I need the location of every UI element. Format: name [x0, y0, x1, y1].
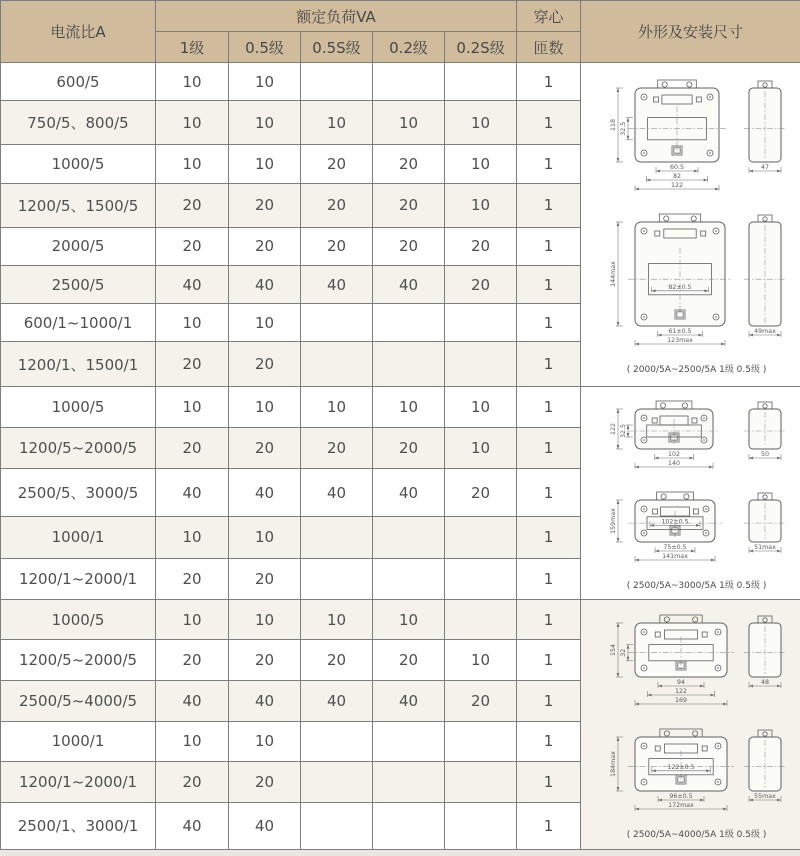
burden-value-cell: 10: [229, 145, 301, 183]
current-ratio-cell: 600/5: [1, 63, 156, 101]
burden-value-cell: 20: [445, 469, 517, 517]
burden-value-cell: 10: [156, 145, 229, 183]
burden-value-cell: 20: [373, 640, 445, 681]
burden-value-cell: 40: [229, 266, 301, 304]
burden-value-cell: 20: [229, 558, 301, 599]
header-core-through: 穿心: [517, 1, 581, 32]
burden-value-cell: 10: [229, 386, 301, 427]
svg-text:140: 140: [667, 460, 680, 468]
svg-text:50: 50: [760, 451, 769, 459]
current-ratio-cell: 1200/5~2000/5: [1, 640, 156, 681]
burden-value-cell: 10: [156, 599, 229, 640]
header-current-ratio: 电流比A: [1, 1, 156, 63]
turns-cell: 1: [517, 266, 581, 304]
header-class-0-2: 0.2级: [373, 32, 445, 63]
svg-text:118: 118: [609, 119, 617, 132]
svg-text:144max: 144max: [609, 261, 617, 288]
burden-value-cell: 10: [373, 101, 445, 145]
burden-value-cell: 20: [156, 227, 229, 265]
burden-value-cell: 40: [156, 681, 229, 722]
burden-value-cell: 10: [445, 640, 517, 681]
burden-value-cell: 10: [229, 63, 301, 101]
burden-value-cell: 10: [301, 599, 373, 640]
table-row: [1, 599, 800, 640]
current-ratio-cell: 1000/1: [1, 517, 156, 558]
turns-cell: 1: [517, 428, 581, 469]
burden-value-cell: 20: [301, 640, 373, 681]
ct-outline-drawing: [585, 394, 797, 482]
diagram-group: [581, 389, 800, 597]
burden-value-cell: 20: [301, 183, 373, 227]
burden-value-cell: 10: [156, 101, 229, 145]
burden-value-cell: 20: [229, 183, 301, 227]
svg-text:184max: 184max: [609, 751, 617, 778]
diagram-caption: ( 2500/5A~4000/5A 1级 0.5级 ): [626, 830, 767, 841]
burden-value-cell: 10: [301, 101, 373, 145]
turns-cell: 1: [517, 145, 581, 183]
burden-value-cell: 10: [156, 63, 229, 101]
svg-text:55max: 55max: [753, 793, 776, 801]
header-class-0-2s: 0.2S级: [445, 32, 517, 63]
svg-text:94: 94: [676, 679, 685, 687]
burden-value-cell: 10: [445, 145, 517, 183]
current-ratio-cell: 1200/1、1500/1: [1, 342, 156, 386]
turns-cell: 1: [517, 342, 581, 386]
burden-value-cell: [445, 599, 517, 640]
svg-text:82: 82: [672, 173, 681, 181]
burden-value-cell: 20: [373, 145, 445, 183]
table-row: [1, 63, 800, 101]
burden-value-cell: 10: [156, 517, 229, 558]
burden-value-cell: [445, 762, 517, 803]
burden-value-cell: 40: [229, 469, 301, 517]
burden-value-cell: 10: [229, 517, 301, 558]
burden-value-cell: 40: [156, 469, 229, 517]
svg-text:159max: 159max: [609, 508, 617, 535]
turns-cell: 1: [517, 721, 581, 762]
current-ratio-cell: 1200/1~2000/1: [1, 762, 156, 803]
burden-value-cell: 10: [301, 386, 373, 427]
burden-value-cell: [445, 304, 517, 342]
burden-value-cell: 40: [373, 469, 445, 517]
burden-value-cell: [373, 342, 445, 386]
header-class-0-5s: 0.5S级: [301, 32, 373, 63]
current-ratio-cell: 1000/1: [1, 721, 156, 762]
header-turns: 匝数: [517, 32, 581, 63]
burden-value-cell: [301, 342, 373, 386]
current-ratio-cell: 1000/5: [1, 386, 156, 427]
burden-value-cell: [373, 802, 445, 849]
burden-value-cell: 20: [373, 183, 445, 227]
burden-value-cell: 20: [229, 640, 301, 681]
svg-text:102±0.5: 102±0.5: [660, 518, 689, 526]
ct-outline-drawing: [585, 722, 797, 824]
turns-cell: 1: [517, 762, 581, 803]
header-dimensions: 外形及安装尺寸: [581, 1, 800, 63]
burden-value-cell: 20: [156, 762, 229, 803]
burden-value-cell: 40: [156, 266, 229, 304]
burden-value-cell: [301, 762, 373, 803]
svg-text:122: 122: [609, 423, 617, 436]
header-class-0-5: 0.5级: [229, 32, 301, 63]
burden-value-cell: 10: [156, 304, 229, 342]
header-rated-burden: 额定负荷VA: [156, 1, 517, 32]
turns-cell: 1: [517, 802, 581, 849]
burden-value-cell: 10: [229, 304, 301, 342]
burden-value-cell: 10: [373, 599, 445, 640]
burden-value-cell: 10: [156, 386, 229, 427]
ct-outline-drawing: [585, 485, 797, 575]
current-ratio-cell: 2500/5~4000/5: [1, 681, 156, 722]
burden-value-cell: 10: [156, 721, 229, 762]
ct-outline-drawing: [585, 73, 797, 204]
svg-text:123max: 123max: [666, 337, 693, 345]
dimension-diagram-cell: [581, 599, 800, 849]
burden-value-cell: 20: [301, 145, 373, 183]
burden-value-cell: 40: [156, 802, 229, 849]
burden-value-cell: [301, 558, 373, 599]
burden-value-cell: [373, 63, 445, 101]
svg-text:61±0.5: 61±0.5: [667, 328, 692, 336]
svg-text:122: 122: [674, 688, 687, 696]
turns-cell: 1: [517, 469, 581, 517]
burden-value-cell: 20: [156, 183, 229, 227]
burden-value-cell: 20: [156, 342, 229, 386]
burden-value-cell: 20: [445, 681, 517, 722]
burden-value-cell: [373, 762, 445, 803]
ct-outline-drawing: [585, 207, 797, 359]
burden-value-cell: 40: [229, 802, 301, 849]
current-ratio-cell: 1200/1~2000/1: [1, 558, 156, 599]
burden-value-cell: 20: [445, 227, 517, 265]
burden-value-cell: [301, 517, 373, 558]
burden-value-cell: 10: [445, 183, 517, 227]
burden-value-cell: [373, 517, 445, 558]
table-body: [1, 63, 800, 850]
burden-value-cell: 10: [445, 386, 517, 427]
burden-value-cell: [301, 721, 373, 762]
burden-value-cell: 20: [301, 227, 373, 265]
turns-cell: 1: [517, 558, 581, 599]
header-class-1: 1级: [156, 32, 229, 63]
burden-value-cell: 10: [229, 599, 301, 640]
dimension-diagram-cell: [581, 386, 800, 599]
svg-text:96±0.5: 96±0.5: [668, 793, 693, 801]
table-row: [1, 386, 800, 427]
svg-text:32: 32: [619, 649, 627, 658]
burden-value-cell: [445, 517, 517, 558]
svg-text:172max: 172max: [667, 802, 694, 810]
burden-value-cell: 20: [373, 227, 445, 265]
burden-value-cell: 20: [156, 428, 229, 469]
burden-value-cell: [445, 721, 517, 762]
burden-value-cell: [301, 63, 373, 101]
table-header: [1, 1, 800, 63]
burden-value-cell: 10: [229, 721, 301, 762]
svg-text:141max: 141max: [661, 553, 688, 561]
svg-text:49max: 49max: [753, 328, 776, 336]
burden-value-cell: [301, 304, 373, 342]
svg-text:32.5: 32.5: [619, 122, 627, 137]
burden-value-cell: 10: [445, 101, 517, 145]
burden-value-cell: 20: [229, 428, 301, 469]
current-ratio-cell: 2500/5、3000/5: [1, 469, 156, 517]
svg-text:51max: 51max: [753, 544, 776, 552]
burden-value-cell: 40: [373, 266, 445, 304]
svg-text:169: 169: [674, 697, 687, 705]
current-ratio-cell: 2500/5: [1, 266, 156, 304]
burden-value-cell: 40: [373, 681, 445, 722]
svg-text:102: 102: [667, 451, 680, 459]
current-ratio-cell: 1200/5~2000/5: [1, 428, 156, 469]
turns-cell: 1: [517, 63, 581, 101]
svg-text:122: 122: [670, 182, 683, 190]
burden-value-cell: [373, 304, 445, 342]
burden-value-cell: 20: [156, 558, 229, 599]
turns-cell: 1: [517, 183, 581, 227]
burden-value-cell: 40: [301, 266, 373, 304]
diagram-group: [581, 602, 800, 847]
diagram-caption: ( 2000/5A~2500/5A 1级 0.5级 ): [626, 365, 767, 376]
ct-outline-drawing: [585, 608, 797, 719]
burden-value-cell: [373, 558, 445, 599]
burden-value-cell: 20: [301, 428, 373, 469]
svg-text:75±0.5: 75±0.5: [662, 544, 687, 552]
current-ratio-cell: 1000/5: [1, 145, 156, 183]
diagram-group: [581, 65, 800, 384]
burden-value-cell: [301, 802, 373, 849]
current-ratio-cell: 1000/5: [1, 599, 156, 640]
burden-value-cell: 20: [373, 428, 445, 469]
diagram-caption: ( 2500/5A~3000/5A 1级 0.5级 ): [626, 581, 767, 592]
turns-cell: 1: [517, 640, 581, 681]
current-ratio-cell: 2500/1、3000/1: [1, 802, 156, 849]
svg-text:82±0.5: 82±0.5: [667, 284, 692, 292]
burden-value-cell: 40: [229, 681, 301, 722]
current-ratio-cell: 750/5、800/5: [1, 101, 156, 145]
burden-value-cell: [373, 721, 445, 762]
current-ratio-cell: 600/1~1000/1: [1, 304, 156, 342]
turns-cell: 1: [517, 227, 581, 265]
burden-value-cell: 20: [156, 640, 229, 681]
burden-value-cell: 10: [373, 386, 445, 427]
turns-cell: 1: [517, 304, 581, 342]
svg-text:48: 48: [760, 679, 769, 687]
turns-cell: 1: [517, 599, 581, 640]
svg-text:122±0.5: 122±0.5: [666, 764, 695, 772]
turns-cell: 1: [517, 386, 581, 427]
current-ratio-cell: 1200/5、1500/5: [1, 183, 156, 227]
burden-value-cell: 20: [229, 762, 301, 803]
burden-value-cell: 20: [445, 266, 517, 304]
turns-cell: 1: [517, 517, 581, 558]
burden-value-cell: 10: [229, 101, 301, 145]
burden-value-cell: [445, 342, 517, 386]
svg-text:47: 47: [760, 164, 769, 172]
burden-value-cell: [445, 63, 517, 101]
burden-value-cell: 40: [301, 469, 373, 517]
burden-value-cell: [445, 802, 517, 849]
current-ratio-cell: 2000/5: [1, 227, 156, 265]
burden-value-cell: 40: [301, 681, 373, 722]
svg-text:60.5: 60.5: [669, 164, 684, 172]
burden-value-cell: 20: [229, 227, 301, 265]
burden-value-cell: 10: [445, 428, 517, 469]
turns-cell: 1: [517, 101, 581, 145]
dimension-diagram-cell: [581, 63, 800, 387]
svg-text:32.5: 32.5: [619, 424, 627, 439]
burden-value-cell: 20: [229, 342, 301, 386]
svg-text:154: 154: [609, 644, 617, 657]
turns-cell: 1: [517, 681, 581, 722]
burden-value-cell: [445, 558, 517, 599]
